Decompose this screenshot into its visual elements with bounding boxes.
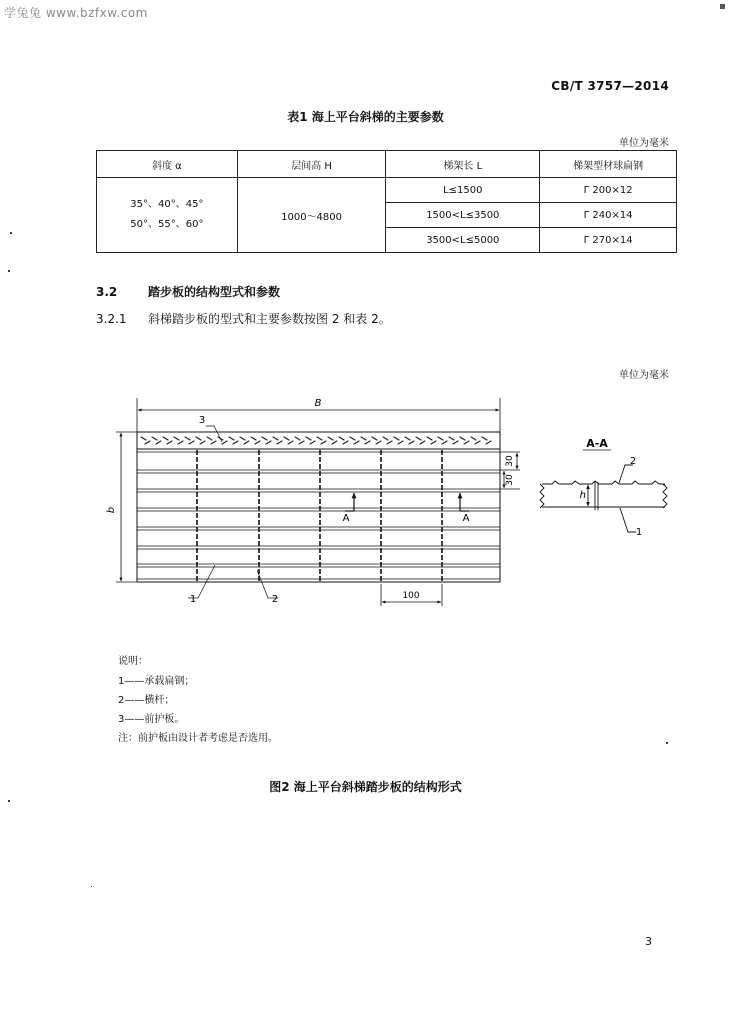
table1-title: 表1 海上平台斜梯的主要参数 — [287, 110, 444, 124]
cell-length: L≤1500 — [386, 178, 540, 203]
cell-profile: Γ 200×12 — [540, 178, 677, 203]
grating-body — [137, 449, 500, 582]
legend-item-2: 2——横杆； — [118, 695, 175, 706]
header-profile: 梯架型材球扁钢 — [540, 151, 677, 178]
figure-note: 注：前护板由设计者考虑是否选用。 — [118, 733, 278, 744]
section-view-title: A-A — [586, 437, 608, 450]
section-callout-2: 2 — [629, 456, 637, 467]
section-mark-right: A — [462, 513, 470, 524]
figure2-caption: 图2 海上平台斜梯踏步板的结构形式 — [269, 780, 462, 794]
parameters-table — [96, 150, 677, 253]
cell-length: 1500<L≤3500 — [386, 203, 540, 228]
label-b: b — [106, 506, 117, 514]
legend-item-1: 1——承载扁钢； — [118, 676, 195, 687]
scan-speck — [10, 232, 12, 234]
dim-30-lower: 30 — [505, 474, 515, 486]
corner-mark — [720, 4, 725, 9]
table-header-row — [97, 151, 677, 178]
cell-profile: Γ 270×14 — [540, 228, 677, 253]
callout-3: 3 — [198, 415, 206, 426]
legend-title: 说明： — [118, 656, 148, 667]
callout-1: 1 — [189, 594, 197, 605]
figure2-drawing — [0, 385, 731, 615]
callout-2: 2 — [271, 594, 279, 605]
cell-length: 3500<L≤5000 — [386, 228, 540, 253]
cell-profile: Γ 240×14 — [540, 203, 677, 228]
table1-unit: 单位为毫米 — [619, 138, 669, 149]
front-guard-plate — [137, 432, 500, 449]
dim-30-upper: 30 — [505, 455, 515, 467]
section-number: 3.2.1 — [96, 312, 127, 326]
label-h: h — [579, 490, 586, 501]
dimension-b — [116, 432, 137, 582]
section-title: 踏步板的结构型式和参数 — [148, 285, 281, 299]
standard-number: CB/T 3757—2014 — [551, 79, 669, 93]
section-mark-left: A — [342, 513, 350, 524]
dim-100: 100 — [402, 591, 420, 601]
scan-speck — [666, 742, 668, 744]
page-number: 3 — [645, 935, 652, 948]
watermark-text: 学兔兔 www.bzfxw.com — [4, 6, 148, 20]
scan-speck — [8, 800, 10, 802]
section-3-2-heading — [96, 283, 280, 300]
header-ladder-length: 梯架长 L — [386, 151, 540, 178]
scan-speck — [91, 886, 92, 887]
legend-item-3: 3——前护板。 — [118, 714, 185, 725]
section-text: 斜梯踏步板的型式和主要参数按图 2 和表 2。 — [148, 312, 391, 326]
label-B: B — [314, 398, 322, 409]
slope-line-2: 50°、55°、60° — [130, 219, 204, 230]
table-row — [97, 178, 677, 203]
header-slope: 斜度 α — [97, 151, 238, 178]
section-view — [540, 465, 667, 532]
cell-slope-values — [97, 178, 238, 253]
cell-height-range: 1000～4800 — [237, 178, 386, 253]
section-3-2-1-paragraph — [96, 310, 391, 327]
header-floor-height: 层间高 H — [237, 151, 386, 178]
scan-speck — [8, 270, 10, 272]
figure2-unit: 单位为毫米 — [619, 370, 669, 381]
slope-line-1: 35°、40°、45° — [130, 199, 204, 210]
section-number: 3.2 — [96, 285, 118, 299]
section-callout-1: 1 — [635, 527, 643, 538]
